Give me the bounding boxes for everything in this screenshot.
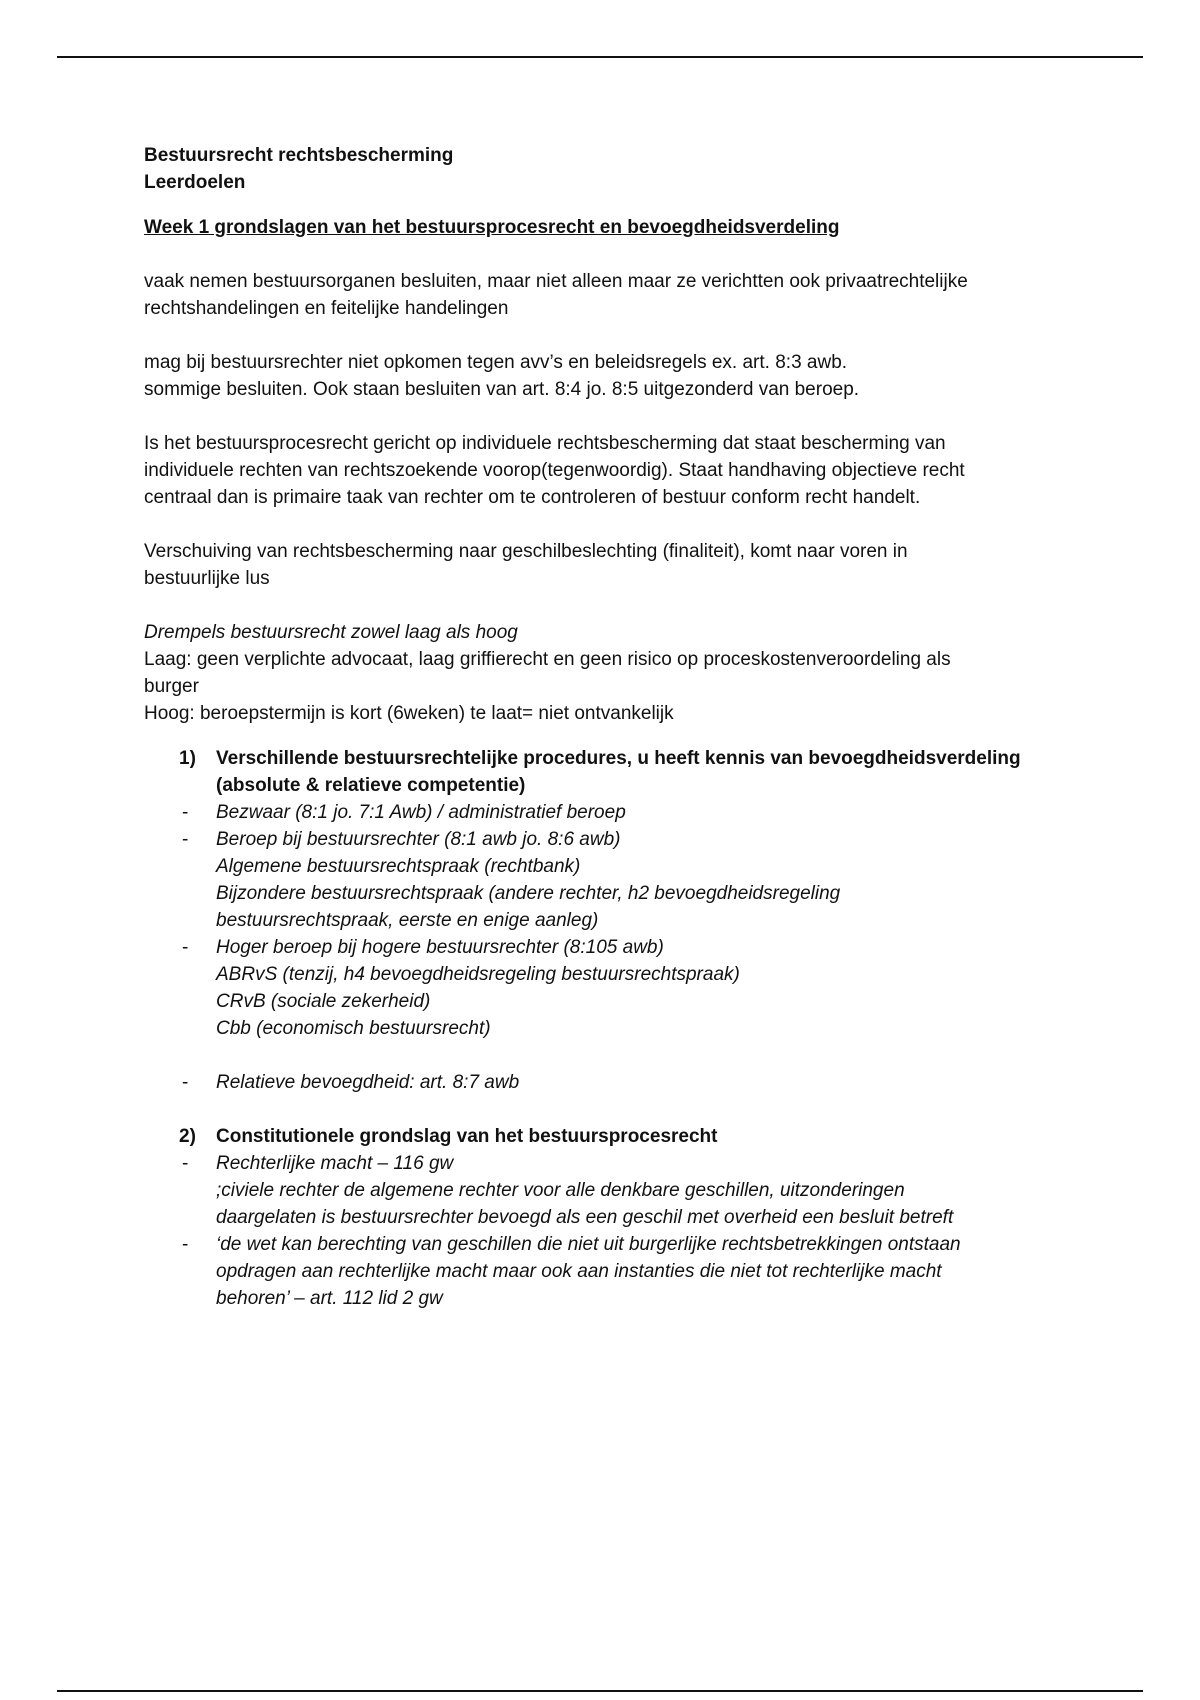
paragraph-3 [144,430,1044,511]
list-item-text: Rechterlijke macht – 116 gw [216,1153,454,1174]
list-item [144,934,1044,961]
paragraph-line: sommige besluiten. Ook staan besluiten van art. 8:4 jo. 8:5 uitgezonderd van beroep. [144,379,860,400]
thresholds-block [144,619,1044,727]
bullet-dash: - [182,937,189,958]
bullet-dash: - [182,1153,189,1174]
paragraph-1 [144,268,1044,322]
thresholds-low-line: Laag: geen verplichte advocaat, laag griffierecht en geen risico op proceskostenveroordeling als [144,649,951,670]
document-body [144,142,1044,1312]
section-heading-line: Verschillende bestuursrechtelijke procedures, u heeft kennis van bevoegdheidsverdeling [216,748,1021,769]
paragraph-2 [144,349,1044,403]
section-number: 2) [179,1126,196,1147]
document-subtitle: Leerdoelen [144,172,246,193]
list-subline: opdragen aan rechterlijke macht maar ook aan instanties die niet tot rechterlijke macht [216,1261,942,1282]
list-item-text: Hoger beroep bij hogere bestuursrechter (8:105 awb) [216,937,664,958]
list-item-text: Beroep bij bestuursrechter (8:1 awb jo. 8:6 awb) [216,829,621,850]
list-subline: daargelaten is bestuursrechter bevoegd als een geschil met overheid een besluit betreft [216,1207,954,1228]
list-subline: CRvB (sociale zekerheid) [216,991,431,1012]
paragraph-4 [144,538,1044,592]
bullet-dash: - [182,1234,189,1255]
section-number: 1) [179,748,196,769]
paragraph-line: individuele rechten van rechtszoekende voorop(tegenwoordig). Staat handhaving objectieve recht [144,460,965,481]
list-item-text: ‘de wet kan berechting van geschillen die niet uit burgerlijke rechtsbetrekkingen ontstaan [216,1234,961,1255]
section-1 [144,745,1044,1096]
list-item [144,826,1044,853]
paragraph-line: Is het bestuursprocesrecht gericht op individuele rechtsbescherming dat staat bescherming van [144,433,946,454]
section-heading-line: Constitutionele grondslag van het bestuursprocesrecht [216,1126,718,1147]
bullet-dash: - [182,1072,189,1093]
paragraph-line: mag bij bestuursrechter niet opkomen tegen avv’s en beleidsregels ex. art. 8:3 awb. [144,352,848,373]
list-item [144,1069,1044,1096]
header-rule [57,56,1143,58]
paragraph-line: vaak nemen bestuursorganen besluiten, maar niet alleen maar ze verichtten ook privaatrechtelijke [144,271,968,292]
list-subline: behoren’ – art. 112 lid 2 gw [216,1288,443,1309]
section-2-heading [144,1123,1044,1150]
thresholds-heading: Drempels bestuursrecht zowel laag als hoog [144,622,518,643]
section-1-heading [144,745,1044,799]
footer-rule [57,1690,1143,1692]
bullet-dash: - [182,829,189,850]
bullet-dash: - [182,802,189,823]
list-item-text: Relatieve bevoegdheid: art. 8:7 awb [216,1072,520,1093]
paragraph-line: rechtshandelingen en feitelijke handelingen [144,298,509,319]
paragraph-line: bestuurlijke lus [144,568,270,589]
list-item-text: Bezwaar (8:1 jo. 7:1 Awb) / administratief beroep [216,802,626,823]
list-subline: ;civiele rechter de algemene rechter voor alle denkbare geschillen, uitzonderingen [216,1180,905,1201]
list-subline: Cbb (economisch bestuursrecht) [216,1018,491,1039]
thresholds-high: Hoog: beroepstermijn is kort (6weken) te laat= niet ontvankelijk [144,703,674,724]
list-item [144,1150,1044,1177]
list-item [144,1231,1044,1258]
paragraph-line: Verschuiving van rechtsbescherming naar geschilbeslechting (finaliteit), komt naar voren in [144,541,908,562]
list-item [144,799,1044,826]
document-title: Bestuursrecht rechtsbescherming [144,145,454,166]
thresholds-low-line: burger [144,676,199,697]
section-2 [144,1123,1044,1312]
list-subline: Bijzondere bestuursrechtspraak (andere rechter, h2 bevoegdheidsregeling [216,883,841,904]
list-subline: ABRvS (tenzij, h4 bevoegdheidsregeling bestuursrechtspraak) [216,964,740,985]
list-subline: bestuursrechtspraak, eerste en enige aanleg) [216,910,599,931]
paragraph-line: centraal dan is primaire taak van rechter om te controleren of bestuur conform recht handelt. [144,487,921,508]
list-subline: Algemene bestuursrechtspraak (rechtbank) [216,856,581,877]
section-heading-line: (absolute & relatieve competentie) [216,775,526,796]
week-heading: Week 1 grondslagen van het bestuursprocesrecht en bevoegdheidsverdeling [144,217,840,238]
